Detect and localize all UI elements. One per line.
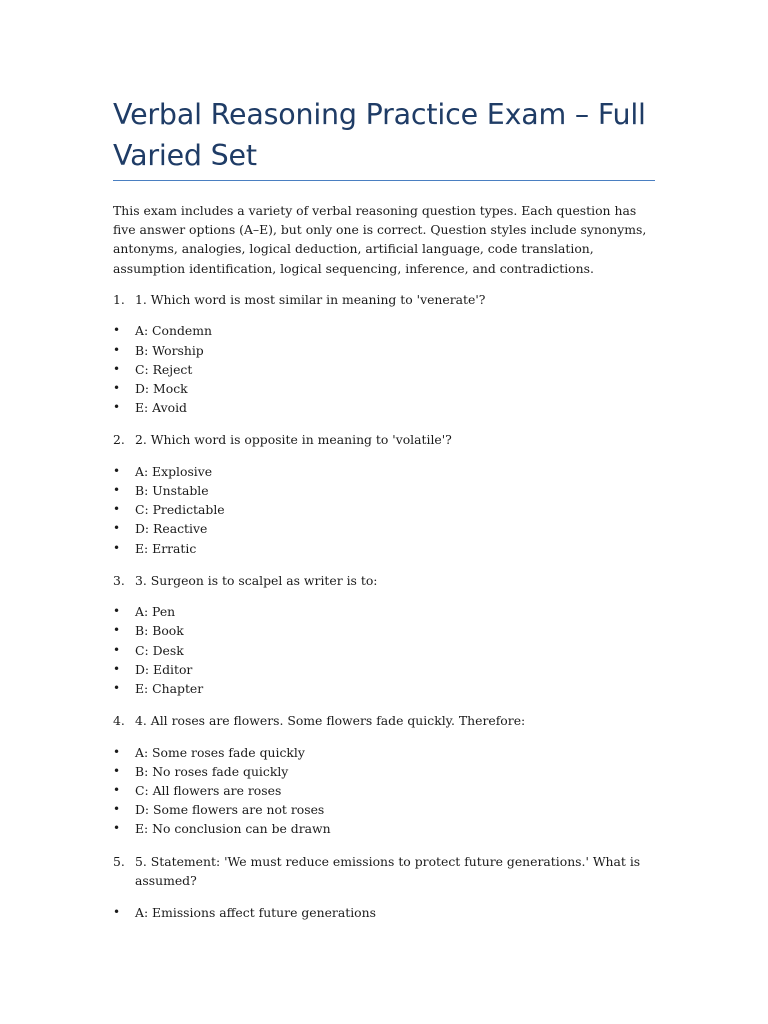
bullet-icon: •: [113, 502, 121, 517]
bullet-icon: •: [113, 821, 121, 836]
answer-option: [113, 519, 655, 538]
answer-option: [113, 341, 655, 360]
question-text: 1. Which word is most similar in meaning to 'venerate'?: [135, 292, 486, 307]
question-text: 3. Surgeon is to scalpel as writer is to:: [135, 572, 378, 588]
answer-option: [113, 781, 655, 800]
answer-option-text: D: Editor: [135, 661, 193, 677]
answer-option: [113, 800, 655, 819]
answer-options-list: [113, 602, 655, 698]
answer-option-text: A: Explosive: [135, 463, 213, 479]
answer-option-text: B: No roses fade quickly: [135, 763, 289, 779]
answer-option: [113, 360, 655, 379]
answer-option-text: A: Emissions affect future generations: [135, 904, 376, 920]
bullet-icon: •: [113, 323, 121, 338]
bullet-icon: •: [113, 463, 121, 478]
answer-option: [113, 602, 655, 621]
bullet-icon: •: [113, 783, 121, 798]
answer-option-text: D: Reactive: [135, 521, 208, 537]
answer-option: [113, 481, 655, 500]
question-5: [113, 852, 655, 891]
answer-option: [113, 462, 655, 481]
question-number: 3.: [113, 572, 125, 588]
bullet-icon: •: [113, 540, 121, 555]
bullet-icon: •: [113, 904, 121, 919]
answer-option: [113, 660, 655, 679]
bullet-icon: •: [113, 681, 121, 696]
answer-option: [113, 762, 655, 781]
bullet-icon: •: [113, 744, 121, 759]
bullet-icon: •: [113, 604, 121, 619]
answer-option: [113, 379, 655, 398]
answer-option: [113, 500, 655, 519]
answer-option: [113, 819, 655, 838]
question-text: 4. All roses are flowers. Some flowers fade quickly. Therefore:: [135, 713, 526, 729]
answer-option-text: B: Book: [135, 623, 184, 639]
question-number: 5.: [113, 853, 125, 869]
question-text: 5. Statement: 'We must reduce emissions to protect future generations.' What is assumed?: [135, 853, 641, 889]
answer-option: [113, 743, 655, 762]
answer-option-text: E: Chapter: [135, 681, 204, 697]
question-text: 2. Which word is opposite in meaning to 'volatile'?: [135, 432, 452, 448]
answer-option: [113, 398, 655, 417]
answer-option: [113, 641, 655, 660]
answer-option: [113, 621, 655, 640]
answer-option-text: A: Condemn: [135, 323, 212, 339]
answer-option-text: B: Worship: [135, 342, 204, 358]
bullet-icon: •: [113, 381, 121, 396]
answer-option-text: C: Reject: [135, 361, 193, 377]
bullet-icon: •: [113, 802, 121, 817]
intro-paragraph: This exam includes a variety of verbal reasoning question types. Each question has five answer options (A–E), but only one is correct. Question styles include synonyms, antonyms, analogies, logical deduction, artificial language, code translation, assumption identification, logical sequencing, inference, and contradictions.: [113, 203, 647, 276]
bullet-icon: •: [113, 400, 121, 415]
bullet-icon: •: [113, 342, 121, 357]
answer-option-text: A: Pen: [135, 604, 176, 620]
answer-option-text: E: Erratic: [135, 540, 197, 556]
question-number: 2.: [113, 432, 125, 448]
bullet-icon: •: [113, 763, 121, 778]
answer-options-list: [113, 903, 655, 922]
answer-option: [113, 903, 655, 922]
question-4: [113, 711, 655, 730]
question-3: [113, 571, 655, 590]
title-underline: [113, 180, 655, 181]
answer-option-text: C: Desk: [135, 642, 184, 658]
bullet-icon: •: [113, 623, 121, 638]
answer-options-list: [113, 321, 655, 417]
answer-option-text: D: Some flowers are not roses: [135, 802, 325, 818]
answer-option-text: E: Avoid: [135, 400, 187, 416]
answer-option-text: A: Some roses fade quickly: [135, 744, 305, 760]
bullet-icon: •: [113, 661, 121, 676]
bullet-icon: •: [113, 483, 121, 498]
answer-option: [113, 321, 655, 340]
bullet-icon: •: [113, 521, 121, 536]
answer-option-text: C: Predictable: [135, 502, 225, 518]
question-number: 1.: [113, 292, 125, 307]
document-title: Verbal Reasoning Practice Exam – Full Varied Set: [113, 98, 646, 172]
question-number: 4.: [113, 713, 125, 729]
answer-option: [113, 679, 655, 698]
bullet-icon: •: [113, 642, 121, 657]
bullet-icon: •: [113, 361, 121, 376]
answer-option-text: B: Unstable: [135, 483, 209, 499]
answer-option: [113, 539, 655, 558]
answer-option-text: C: All flowers are roses: [135, 783, 282, 799]
answer-option-text: E: No conclusion can be drawn: [135, 821, 331, 837]
answer-option-text: D: Mock: [135, 381, 188, 397]
question-list: [113, 290, 655, 935]
answer-options-list: [113, 743, 655, 839]
question-1: [113, 290, 655, 309]
answer-options-list: [113, 462, 655, 558]
question-2: [113, 430, 655, 449]
